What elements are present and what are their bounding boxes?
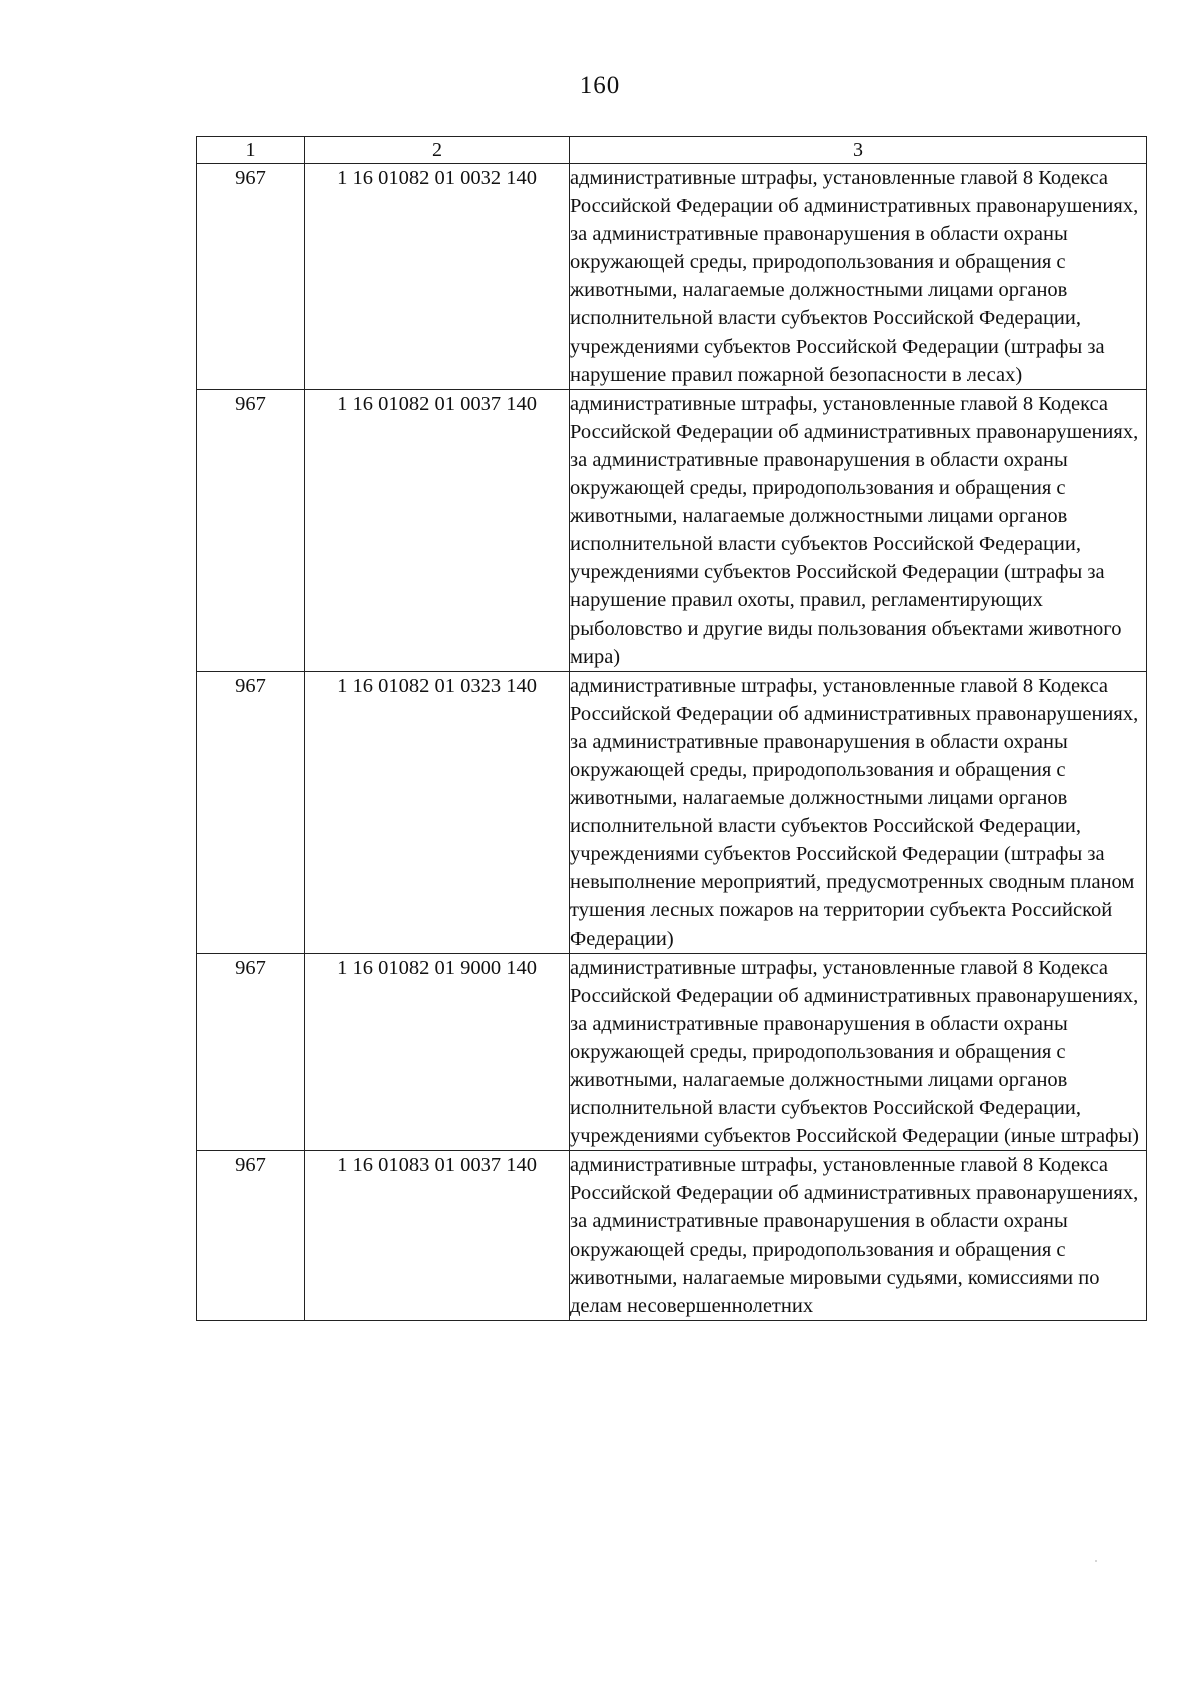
admin-code-cell: 967	[197, 953, 305, 1151]
scan-speck	[1095, 1560, 1097, 1562]
revenue-code-cell: 1 16 01082 01 0323 140	[305, 671, 570, 953]
table-row	[197, 953, 1147, 1151]
revenue-codes-table	[196, 136, 1147, 1321]
column-header-2: 2	[305, 137, 570, 164]
table-row	[197, 1151, 1147, 1321]
description-cell: административные штрафы, установленные главой 8 Кодекса Российской Федерации об административных правонарушениях, за административные правонарушения в области охраны окружающей среды, природопользования и обращения с животными, налагаемые должностными лицами органов исполнительной власти субъектов Российской Федерации, учреждениями субъектов Российской Федерации (штрафы за нарушение правил пожарной безопасности в лесах)	[570, 164, 1147, 390]
description-cell: административные штрафы, установленные главой 8 Кодекса Российской Федерации об административных правонарушениях, за административные правонарушения в области охраны окружающей среды, природопользования и обращения с животными, налагаемые должностными лицами органов исполнительной власти субъектов Российской Федерации, учреждениями субъектов Российской Федерации (штрафы за невыполнение мероприятий, предусмотренных сводным планом тушения лесных пожаров на территории субъекта Российской Федерации)	[570, 671, 1147, 953]
table-header-row	[197, 137, 1147, 164]
revenue-code-cell: 1 16 01082 01 0032 140	[305, 164, 570, 390]
table-row	[197, 164, 1147, 390]
revenue-code-cell: 1 16 01082 01 0037 140	[305, 389, 570, 671]
description-cell: административные штрафы, установленные главой 8 Кодекса Российской Федерации об административных правонарушениях, за административные правонарушения в области охраны окружающей среды, природопользования и обращения с животными, налагаемые должностными лицами органов исполнительной власти субъектов Российской Федерации, учреждениями субъектов Российской Федерации (иные штрафы)	[570, 953, 1147, 1151]
admin-code-cell: 967	[197, 164, 305, 390]
description-cell: административные штрафы, установленные главой 8 Кодекса Российской Федерации об административных правонарушениях, за административные правонарушения в области охраны окружающей среды, природопользования и обращения с животными, налагаемые мировыми судьями, комиссиями по делам несовершеннолетних	[570, 1151, 1147, 1321]
admin-code-cell: 967	[197, 389, 305, 671]
table-row	[197, 389, 1147, 671]
column-header-1: 1	[197, 137, 305, 164]
admin-code-cell: 967	[197, 1151, 305, 1321]
column-header-3: 3	[570, 137, 1147, 164]
description-cell: административные штрафы, установленные главой 8 Кодекса Российской Федерации об административных правонарушениях, за административные правонарушения в области охраны окружающей среды, природопользования и обращения с животными, налагаемые должностными лицами органов исполнительной власти субъектов Российской Федерации, учреждениями субъектов Российской Федерации (штрафы за нарушение правил охоты, правил, регламентирующих рыболовство и другие виды пользования объектами животного мира)	[570, 389, 1147, 671]
revenue-code-cell: 1 16 01082 01 9000 140	[305, 953, 570, 1151]
table-row	[197, 671, 1147, 953]
admin-code-cell: 967	[197, 671, 305, 953]
revenue-code-cell: 1 16 01083 01 0037 140	[305, 1151, 570, 1321]
page-number: 160	[579, 72, 621, 99]
